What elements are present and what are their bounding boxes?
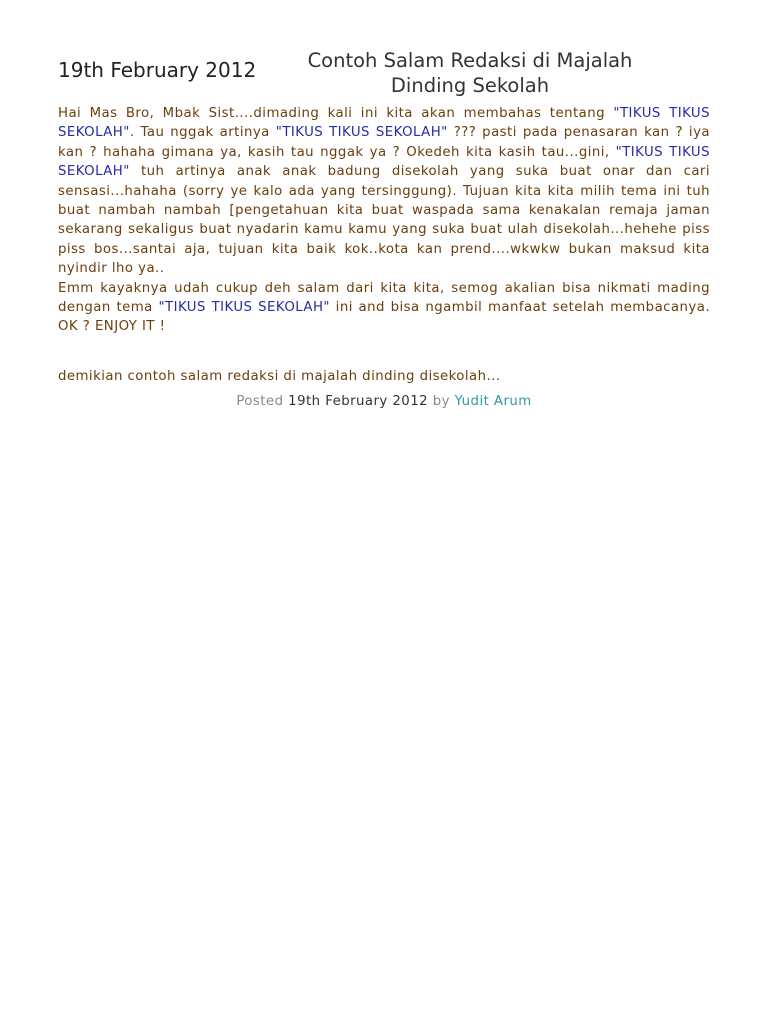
text-run: Hai Mas Bro, Mbak Sist....dimading kali ini kita akan membahas tentang bbox=[58, 106, 614, 121]
post-body bbox=[58, 104, 710, 337]
text-run: ini and bisa ngambil manfaat setelah membacanya. OK ? ENJOY IT ! bbox=[58, 300, 710, 335]
highlight-text: "TIKUS TIKUS SEKOLAH" bbox=[58, 106, 710, 141]
post-header bbox=[58, 44, 710, 100]
title-line-2: Dinding Sekolah bbox=[390, 74, 550, 97]
post-title[interactable] bbox=[280, 48, 660, 98]
paragraph-2 bbox=[58, 279, 710, 337]
post bbox=[58, 44, 710, 409]
posted-label: Posted bbox=[236, 394, 284, 410]
post-footer bbox=[58, 394, 710, 409]
footer-date[interactable]: 19th February 2012 bbox=[288, 394, 429, 410]
highlight-text: "TIKUS TIKUS SEKOLAH" bbox=[275, 125, 448, 141]
highlight-text: "TIKUS TIKUS SEKOLAH" bbox=[158, 300, 330, 316]
by-label: by bbox=[432, 394, 450, 410]
text-run: Emm kayaknya udah cukup deh salam dari kita kita, semog akalian bisa nikmati mading dengan tema bbox=[58, 280, 710, 316]
post-date: 19th February 2012 bbox=[58, 58, 257, 82]
title-line-1: Contoh Salam Redaksi di Majalah bbox=[307, 49, 633, 72]
author-link[interactable]: Yudit Arum bbox=[454, 394, 532, 410]
closing-text: demikian contoh salam redaksi di majalah dinding disekolah... bbox=[58, 368, 501, 384]
paragraph-1 bbox=[58, 104, 710, 279]
text-run: tuh artinya anak anak badung disekolah yang suka buat onar dan cari sensasi...hahaha (sorry ye kalo ada yang tersinggung). Tujuan kita kita milih tema ini tuh buat nambah nambah [pengetahuan kita buat waspada sama kenakalan remaja jaman sekarang sekaligus buat nyadarin kamu kamu yang suka buat ulah disekolah...hehehe piss piss bos...santai aja, tujuan kita baik kok..kota kan prend....wkwkw bukan maksud kita nyindir lho ya.. bbox=[58, 164, 710, 277]
text-run: . Tau nggak artinya bbox=[129, 125, 276, 141]
highlight-text: "TIKUS TIKUS SEKOLAH" bbox=[58, 144, 710, 180]
text-run: ??? pasti pada penasaran kan ? iya kan ? hahaha gimana ya, kasih tau nggak ya ? Okedeh kita kasih tau...gini, bbox=[58, 125, 710, 160]
